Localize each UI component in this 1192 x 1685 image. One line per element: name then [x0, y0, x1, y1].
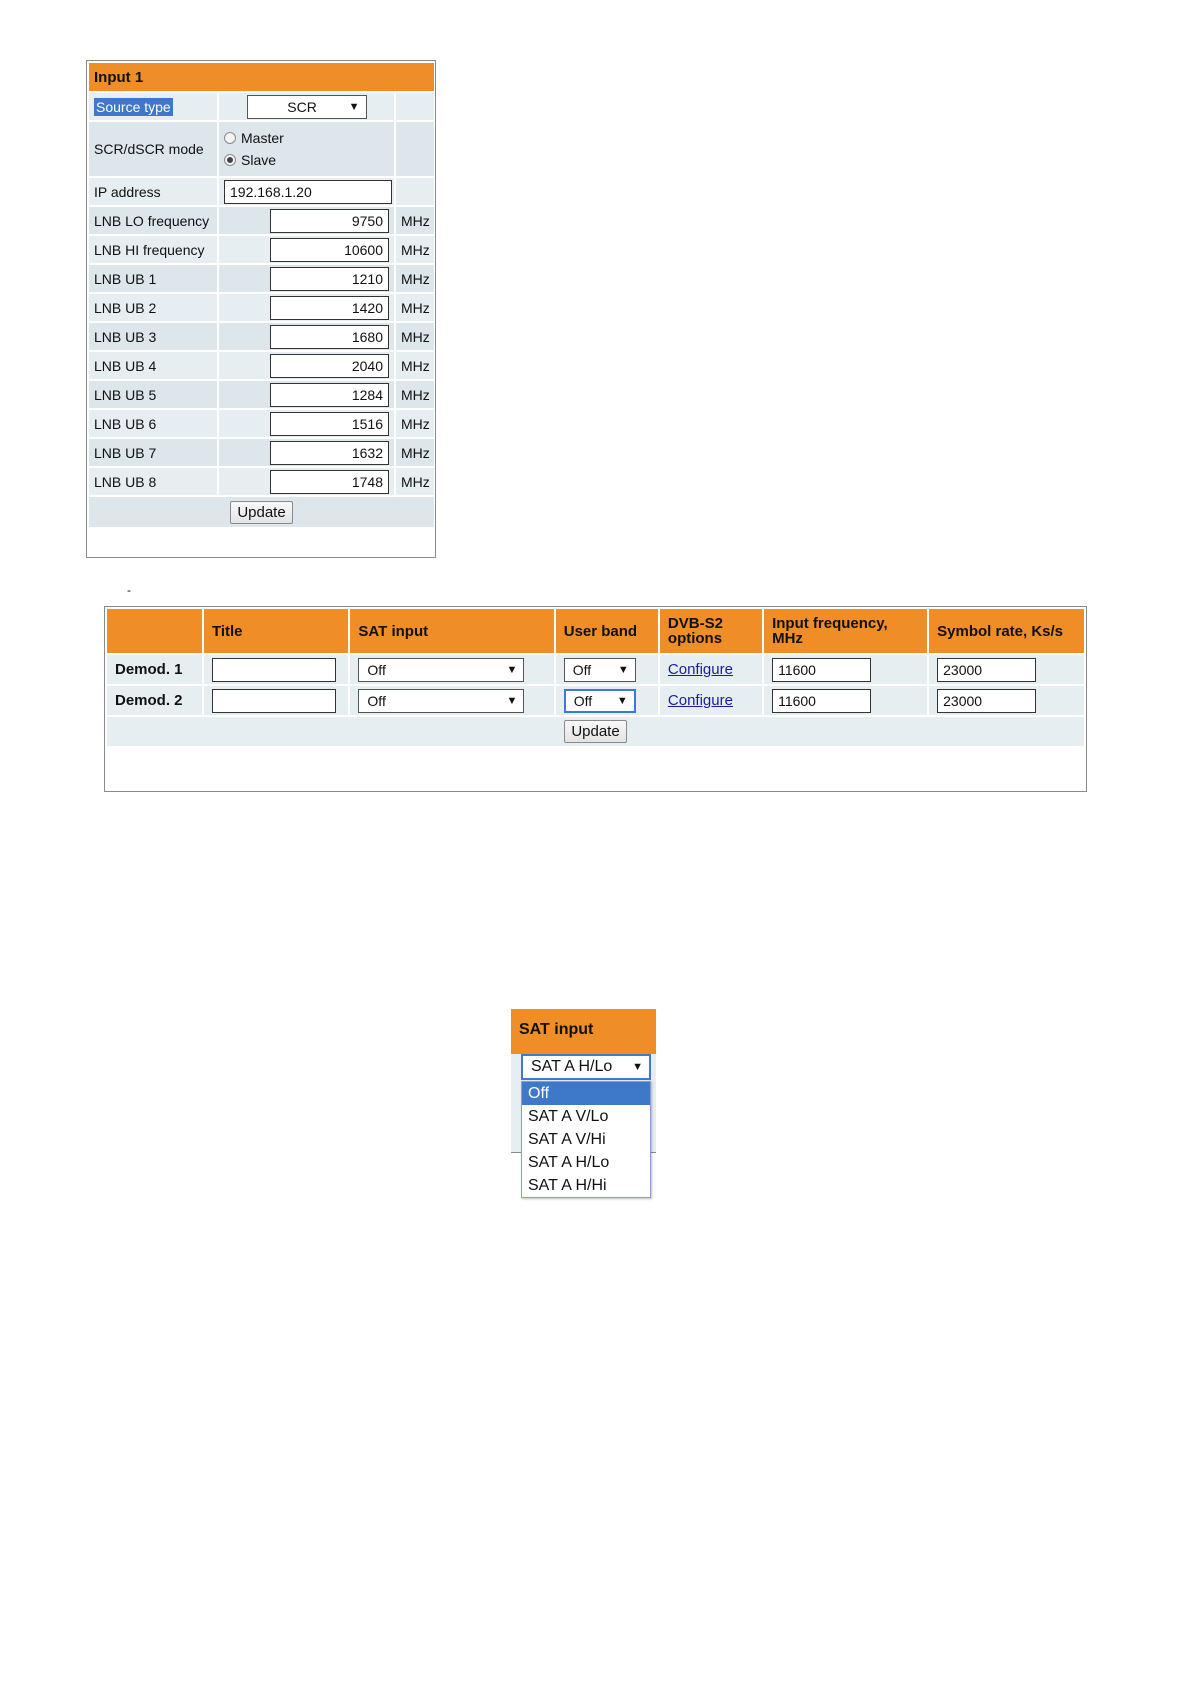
- triangle-down-icon: ▼: [506, 663, 518, 676]
- demod-table: [105, 607, 1086, 748]
- input-frequency-input[interactable]: 11600: [772, 658, 871, 682]
- column-header-title: Title: [204, 609, 348, 653]
- column-header-symbol-rate: Symbol rate, Ks/s: [929, 609, 1084, 653]
- unit-label: MHz: [396, 236, 434, 263]
- radio-slave-label: Slave: [241, 152, 277, 168]
- title-cell: [204, 655, 348, 684]
- column-header-frequency: Input frequency, MHz: [764, 609, 927, 653]
- triangle-down-icon: ▼: [617, 663, 629, 676]
- column-header: [107, 609, 202, 653]
- unit-label: MHz: [396, 207, 434, 234]
- field-cell: [219, 410, 394, 437]
- option-off[interactable]: Off: [522, 1082, 650, 1105]
- update-button[interactable]: Update: [564, 720, 626, 743]
- symbol-rate-cell: [929, 686, 1084, 715]
- radio-master-label: Master: [241, 130, 284, 146]
- table-row: [107, 686, 1084, 715]
- lnb-ub1-input[interactable]: 1210: [270, 267, 389, 291]
- option-sat-a-v-hi[interactable]: SAT A V/Hi: [528, 1131, 606, 1148]
- user-band-cell: [556, 686, 658, 715]
- user-band-select[interactable]: [564, 658, 636, 682]
- user-band-cell: [556, 655, 658, 684]
- sat-input-cell: [350, 686, 553, 715]
- lnb-hi-frequency-input[interactable]: 10600: [270, 238, 389, 262]
- field-label: LNB UB 2: [89, 294, 217, 321]
- column-header-dvb-s2: DVB-S2 options: [660, 609, 762, 653]
- field-label: LNB UB 5: [89, 381, 217, 408]
- input-frequency-input[interactable]: 11600: [772, 689, 871, 713]
- triangle-down-icon: ▼: [506, 694, 518, 707]
- configure-link[interactable]: Configure: [667, 661, 733, 678]
- update-row: [107, 717, 1084, 746]
- field-cell: [219, 207, 394, 234]
- mode-options-cell: [219, 122, 394, 176]
- table-row: [107, 655, 1084, 684]
- demod-label: Demod. 2: [107, 686, 202, 715]
- user-band-value: Off: [572, 661, 592, 678]
- title-input[interactable]: [212, 658, 336, 682]
- field-cell: [219, 265, 394, 292]
- lnb-ub4-input[interactable]: 2040: [270, 354, 389, 378]
- field-cell: [219, 439, 394, 466]
- title-input[interactable]: [212, 689, 336, 713]
- lnb-ub7-input[interactable]: 1632: [270, 441, 389, 465]
- field-cell: [219, 352, 394, 379]
- radio-slave[interactable]: [224, 149, 389, 171]
- update-row: [89, 497, 434, 527]
- lnb-ub8-input[interactable]: 1748: [270, 470, 389, 494]
- lnb-ub3-input[interactable]: 1680: [270, 325, 389, 349]
- frequency-cell: [764, 686, 927, 715]
- update-button[interactable]: Update: [230, 501, 292, 524]
- field-label: LNB UB 1: [89, 265, 217, 292]
- triangle-down-icon: ▼: [348, 100, 360, 113]
- lnb-ub2-input[interactable]: 1420: [270, 296, 389, 320]
- demod-label: Demod. 1: [107, 655, 202, 684]
- unit-label: MHz: [396, 323, 434, 350]
- source-type-value: SCR: [287, 98, 317, 115]
- source-type-label: Source type: [96, 98, 171, 115]
- unit-label: MHz: [396, 439, 434, 466]
- radio-checked-icon[interactable]: [224, 154, 236, 166]
- title-cell: [204, 686, 348, 715]
- field-label: LNB UB 6: [89, 410, 217, 437]
- column-header-sat-input: SAT input: [350, 609, 553, 653]
- column-header-user-band: User band: [556, 609, 658, 653]
- radio-icon[interactable]: [224, 132, 236, 144]
- triangle-down-icon: ▼: [632, 1061, 643, 1073]
- options-cell: [660, 655, 762, 684]
- field-cell: [219, 381, 394, 408]
- sat-input-selected-value: SAT A H/Lo: [531, 1058, 613, 1075]
- field-cell: [219, 236, 394, 263]
- field-label: LNB LO frequency: [89, 207, 217, 234]
- unit-label: MHz: [396, 294, 434, 321]
- unit-label: MHz: [396, 352, 434, 379]
- source-type-cell: [219, 93, 394, 120]
- symbol-rate-input[interactable]: 23000: [937, 658, 1036, 682]
- lnb-ub5-input[interactable]: 1284: [270, 383, 389, 407]
- field-label: LNB UB 7: [89, 439, 217, 466]
- ip-label: IP address: [89, 178, 217, 205]
- source-type-label-cell: [89, 93, 217, 120]
- radio-master[interactable]: [224, 127, 389, 149]
- lnb-lo-frequency-input[interactable]: 9750: [270, 209, 389, 233]
- option-sat-a-h-lo[interactable]: SAT A H/Lo: [528, 1154, 610, 1171]
- lnb-ub6-input[interactable]: 1516: [270, 412, 389, 436]
- field-cell: [219, 323, 394, 350]
- symbol-rate-cell: [929, 655, 1084, 684]
- triangle-down-icon: ▼: [616, 694, 628, 707]
- frequency-cell: [764, 655, 927, 684]
- sat-input-header: SAT input: [511, 1009, 656, 1054]
- dash-mark: -: [127, 583, 131, 597]
- sat-input-select-open[interactable]: [521, 1054, 651, 1080]
- ip-cell: [219, 178, 394, 205]
- panel-title: Input 1: [89, 63, 434, 91]
- field-label: LNB HI frequency: [89, 236, 217, 263]
- ip-address-input[interactable]: 192.168.1.20: [224, 180, 392, 204]
- user-band-value: Off: [573, 692, 593, 709]
- sat-input-value: Off: [367, 661, 386, 678]
- options-cell: [660, 686, 762, 715]
- field-label: LNB UB 3: [89, 323, 217, 350]
- sat-input-cell: [350, 655, 553, 684]
- input-settings-panel: [86, 60, 436, 558]
- sat-input-value: Off: [367, 692, 386, 709]
- field-cell: [219, 468, 394, 495]
- empty-cell: [396, 178, 434, 205]
- demod-settings-panel: [104, 606, 1087, 792]
- empty-cell: [396, 93, 434, 120]
- input-settings-table: [87, 61, 436, 529]
- demod-header-row: [107, 609, 1084, 653]
- unit-label: MHz: [396, 265, 434, 292]
- unit-label: MHz: [396, 381, 434, 408]
- field-cell: [219, 294, 394, 321]
- unit-label: MHz: [396, 410, 434, 437]
- mode-label: SCR/dSCR mode: [89, 122, 217, 176]
- configure-link[interactable]: Configure: [667, 692, 733, 709]
- symbol-rate-input[interactable]: 23000: [937, 689, 1036, 713]
- option-sat-a-v-lo[interactable]: SAT A V/Lo: [528, 1108, 609, 1125]
- field-label: LNB UB 8: [89, 468, 217, 495]
- option-sat-a-h-hi[interactable]: SAT A H/Hi: [528, 1177, 607, 1194]
- sat-input-select[interactable]: [358, 689, 524, 713]
- unit-label: MHz: [396, 468, 434, 495]
- field-label: LNB UB 4: [89, 352, 217, 379]
- sat-input-options-list: [521, 1081, 651, 1198]
- user-band-select[interactable]: [564, 689, 636, 713]
- sat-input-select[interactable]: [358, 658, 524, 682]
- empty-cell: [396, 122, 434, 176]
- update-cell: [107, 717, 1084, 746]
- source-type-select[interactable]: [247, 95, 367, 119]
